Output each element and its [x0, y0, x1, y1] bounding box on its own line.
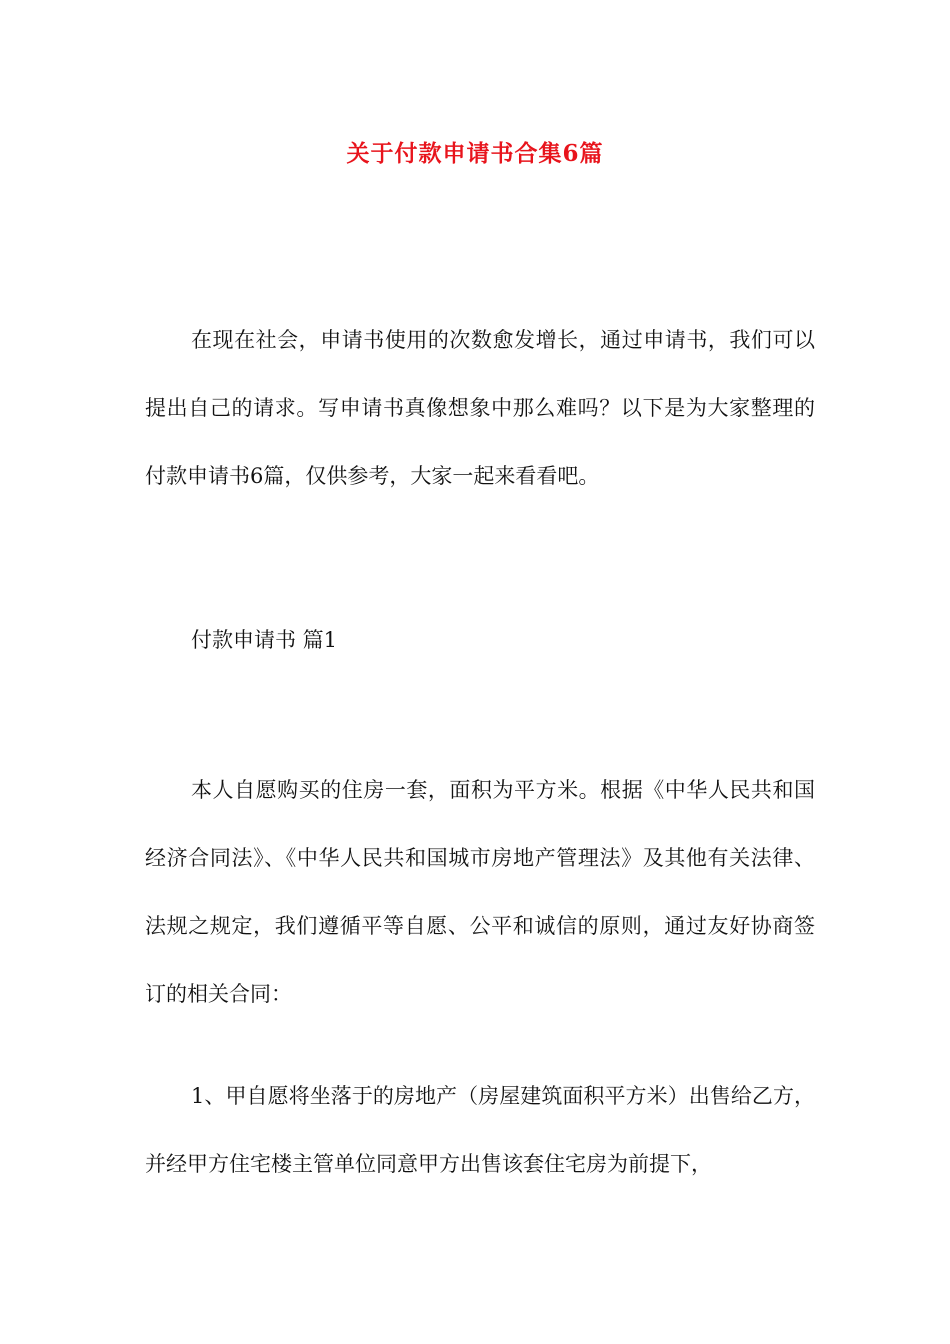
document-title: 关于付款申请书合集6篇: [346, 140, 604, 167]
intro-paragraph: 在现在社会，申请书使用的次数愈发增长，通过申请书，我们可以提出自己的请求。写申请书真像想象中那么难吗？以下是为大家整理的付款申请书6篇，仅供参考，大家一起来看看吧。: [145, 328, 815, 488]
section-heading: 付款申请书 篇1: [191, 628, 338, 652]
body-paragraph: 本人自愿购买的住房一套，面积为平方米。根据《中华人民共和国经济合同法》、《中华人民共和国城市房地产管理法》及其他有关法律、法规之规定，我们遵循平等自愿、公平和诚信的原则，通过友好协商签订的相关合同：: [145, 778, 815, 1006]
body-paragraph: 1、甲自愿将坐落于的房地产（房屋建筑面积平方米）出售给乙方，并经甲方住宅楼主管单位同意甲方出售该套住宅房为前提下，: [145, 1084, 815, 1176]
